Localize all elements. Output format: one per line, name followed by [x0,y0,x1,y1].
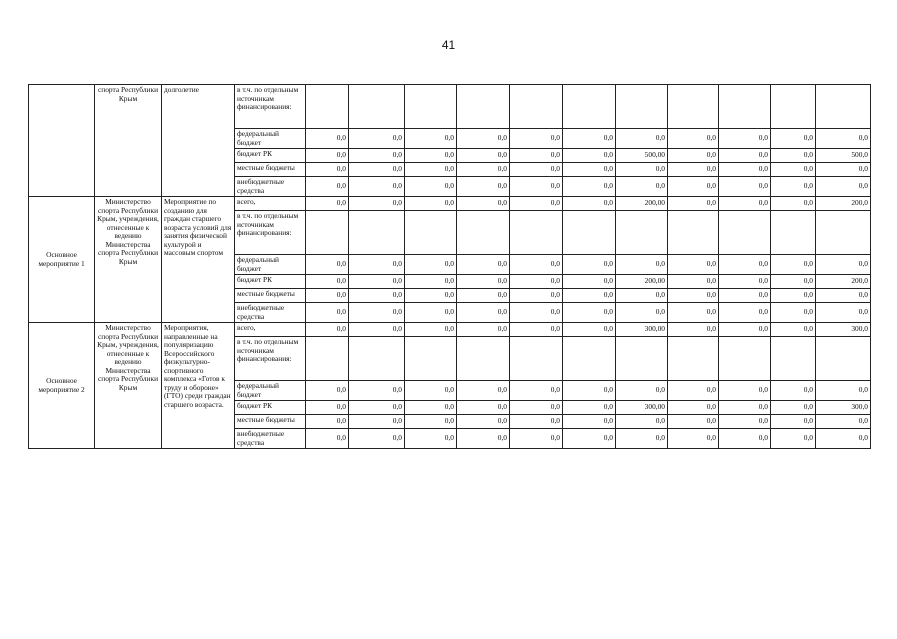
value-cell: 0,0 [457,323,510,337]
executor-cell: Министерство спорта Республики Крым, учреждения, отнесенные к ведению Министерства спорта Республики Крым [95,323,162,449]
value-cell: 0,0 [306,323,349,337]
value-cell: 0,0 [510,415,563,429]
value-cell: 300,0 [816,323,871,337]
value-cell: 0,0 [771,323,816,337]
value-cell: 0,0 [668,129,719,149]
value-cell [306,85,349,129]
value-cell: 0,0 [306,149,349,163]
value-cell: 0,0 [616,177,668,197]
value-cell: 0,0 [719,255,771,275]
value-cell: 0,0 [719,163,771,177]
value-cell: 0,0 [668,177,719,197]
value-cell: 0,0 [771,289,816,303]
value-cell: 0,0 [563,429,616,449]
value-cell [457,85,510,129]
value-cell: 0,0 [306,401,349,415]
funding-source: бюджет РК [235,401,306,415]
value-cell: 0,0 [616,381,668,401]
value-cell: 0,0 [771,255,816,275]
table-row [29,323,871,337]
value-cell: 0,0 [306,429,349,449]
value-cell: 0,0 [563,197,616,211]
value-cell: 0,0 [510,381,563,401]
value-cell: 0,0 [457,275,510,289]
value-cell: 0,0 [771,415,816,429]
value-cell: 0,0 [457,429,510,449]
value-cell: 0,0 [563,323,616,337]
value-cell: 0,0 [457,255,510,275]
value-cell [816,211,871,255]
table-row [29,85,871,129]
value-cell: 0,0 [510,401,563,415]
value-cell [616,337,668,381]
value-cell: 0,0 [306,275,349,289]
value-cell [563,337,616,381]
value-cell: 0,0 [719,289,771,303]
value-cell: 0,0 [563,415,616,429]
value-cell: 500,0 [816,149,871,163]
value-cell: 0,0 [349,381,405,401]
value-cell: 0,0 [457,149,510,163]
value-cell [771,85,816,129]
funding-source: в т.ч. по отдельным источникам финансирования: [235,337,306,381]
value-cell: 0,0 [719,197,771,211]
value-cell [349,337,405,381]
value-cell: 0,0 [306,303,349,323]
value-cell: 0,0 [668,415,719,429]
value-cell: 0,0 [616,289,668,303]
value-cell: 0,0 [457,197,510,211]
value-cell: 0,0 [668,163,719,177]
value-cell: 0,0 [563,275,616,289]
value-cell [306,211,349,255]
value-cell: 300,00 [616,323,668,337]
value-cell: 0,0 [771,177,816,197]
value-cell: 0,0 [306,415,349,429]
value-cell: 300,00 [616,401,668,415]
value-cell [616,211,668,255]
value-cell: 0,0 [719,429,771,449]
value-cell: 0,0 [616,415,668,429]
value-cell: 0,0 [349,129,405,149]
value-cell: 0,0 [405,289,457,303]
value-cell: 0,0 [457,129,510,149]
measure-description: Мероприятия, направленные на популяризацию Всероссийского физкультурно-спортивного комплекса «Готов к труду и обороне» (ГТО) среди граждан старшего возраста. [162,323,235,449]
value-cell: 0,0 [668,323,719,337]
value-cell [668,211,719,255]
value-cell [405,85,457,129]
value-cell [816,85,871,129]
value-cell: 0,0 [563,129,616,149]
value-cell: 0,0 [563,149,616,163]
measure-name: Основное мероприятие 2 [29,323,95,449]
value-cell [510,211,563,255]
funding-source: внебюджетные средства [235,303,306,323]
value-cell: 0,0 [405,401,457,415]
value-cell: 0,0 [668,429,719,449]
funding-source: бюджет РК [235,275,306,289]
value-cell: 0,0 [668,289,719,303]
value-cell: 0,0 [405,381,457,401]
value-cell: 0,0 [306,255,349,275]
value-cell: 0,0 [306,289,349,303]
value-cell: 0,0 [349,275,405,289]
value-cell: 0,0 [816,415,871,429]
value-cell: 0,0 [719,401,771,415]
value-cell: 0,0 [405,415,457,429]
value-cell: 0,0 [719,381,771,401]
value-cell: 0,0 [668,303,719,323]
value-cell: 0,0 [771,401,816,415]
value-cell: 0,0 [668,255,719,275]
measure-name: Основное мероприятие 1 [29,197,95,323]
value-cell: 0,0 [719,323,771,337]
value-cell: 0,0 [510,275,563,289]
value-cell [510,85,563,129]
value-cell: 0,0 [349,289,405,303]
funding-source: всего, [235,197,306,211]
value-cell: 0,0 [306,129,349,149]
value-cell [771,211,816,255]
value-cell: 0,0 [405,255,457,275]
value-cell: 0,0 [405,275,457,289]
value-cell: 0,0 [771,429,816,449]
table-row [29,197,871,211]
value-cell [405,337,457,381]
value-cell: 0,0 [349,255,405,275]
value-cell: 0,0 [405,163,457,177]
value-cell: 0,0 [457,381,510,401]
value-cell: 0,0 [405,303,457,323]
value-cell: 0,0 [405,323,457,337]
value-cell: 200,00 [616,275,668,289]
funding-source: федеральный бюджет [235,255,306,275]
value-cell: 0,0 [405,129,457,149]
value-cell: 0,0 [349,197,405,211]
funding-table-body [29,85,871,449]
value-cell: 0,0 [563,177,616,197]
value-cell: 0,0 [510,177,563,197]
value-cell: 0,0 [771,163,816,177]
value-cell: 0,0 [349,303,405,323]
value-cell: 0,0 [510,289,563,303]
value-cell: 0,0 [457,289,510,303]
value-cell: 0,0 [616,255,668,275]
measure-name [29,85,95,197]
value-cell: 0,0 [816,129,871,149]
value-cell [349,85,405,129]
value-cell: 0,0 [616,303,668,323]
value-cell: 0,0 [457,163,510,177]
value-cell: 0,0 [349,323,405,337]
funding-source: федеральный бюджет [235,129,306,149]
value-cell: 0,0 [616,129,668,149]
value-cell: 0,0 [349,401,405,415]
value-cell: 0,0 [816,289,871,303]
value-cell: 0,0 [771,149,816,163]
value-cell: 0,0 [816,429,871,449]
value-cell: 0,0 [349,429,405,449]
executor-cell: Министерство спорта Республики Крым, учреждения, отнесенные к ведению Министерства спорта Республики Крым [95,197,162,323]
value-cell: 200,00 [616,197,668,211]
value-cell [616,85,668,129]
value-cell [563,85,616,129]
value-cell: 0,0 [349,415,405,429]
value-cell: 0,0 [510,163,563,177]
funding-source: местные бюджеты [235,163,306,177]
value-cell: 0,0 [816,177,871,197]
value-cell: 0,0 [510,149,563,163]
value-cell: 0,0 [563,163,616,177]
value-cell: 0,0 [719,415,771,429]
value-cell: 0,0 [719,275,771,289]
value-cell: 0,0 [668,381,719,401]
value-cell: 0,0 [510,255,563,275]
page-number: 41 [441,38,456,52]
funding-source: в т.ч. по отдельным источникам финансирования: [235,211,306,255]
value-cell: 0,0 [563,401,616,415]
funding-source: внебюджетные средства [235,177,306,197]
value-cell [771,337,816,381]
value-cell: 0,0 [816,381,871,401]
funding-source: местные бюджеты [235,289,306,303]
value-cell: 0,0 [405,429,457,449]
value-cell: 0,0 [771,303,816,323]
value-cell [719,211,771,255]
value-cell [668,85,719,129]
value-cell: 0,0 [510,303,563,323]
value-cell: 0,0 [816,255,871,275]
value-cell: 0,0 [668,197,719,211]
value-cell: 0,0 [457,303,510,323]
value-cell: 0,0 [349,149,405,163]
value-cell: 0,0 [405,177,457,197]
value-cell: 0,0 [616,429,668,449]
executor-cell: спорта Республики Крым [95,85,162,197]
value-cell: 0,0 [306,163,349,177]
value-cell: 0,0 [719,129,771,149]
value-cell: 0,0 [457,401,510,415]
value-cell: 0,0 [510,429,563,449]
value-cell: 0,0 [816,303,871,323]
value-cell: 500,00 [616,149,668,163]
value-cell: 0,0 [563,381,616,401]
value-cell: 0,0 [616,163,668,177]
funding-table [28,84,871,449]
value-cell: 0,0 [719,177,771,197]
value-cell [405,211,457,255]
value-cell: 0,0 [306,177,349,197]
value-cell: 200,0 [816,275,871,289]
value-cell: 0,0 [457,415,510,429]
measure-description: долголетие [162,85,235,197]
value-cell: 0,0 [405,197,457,211]
value-cell: 0,0 [719,149,771,163]
value-cell [668,337,719,381]
value-cell [349,211,405,255]
value-cell: 0,0 [668,401,719,415]
value-cell: 0,0 [405,149,457,163]
value-cell [563,211,616,255]
value-cell: 0,0 [563,289,616,303]
measure-description: Мероприятие по созданию для граждан старшего возраста условий для занятия физической культурой и массовым спортом [162,197,235,323]
value-cell: 0,0 [349,177,405,197]
value-cell: 0,0 [771,275,816,289]
value-cell: 0,0 [668,275,719,289]
value-cell: 0,0 [771,129,816,149]
value-cell [306,337,349,381]
value-cell: 0,0 [306,381,349,401]
value-cell: 0,0 [510,129,563,149]
value-cell: 0,0 [349,163,405,177]
value-cell: 0,0 [306,197,349,211]
funding-source: бюджет РК [235,149,306,163]
value-cell: 0,0 [816,163,871,177]
funding-source: всего, [235,323,306,337]
value-cell: 0,0 [771,381,816,401]
value-cell: 300,0 [816,401,871,415]
funding-source: в т.ч. по отдельным источникам финансирования: [235,85,306,129]
value-cell [719,337,771,381]
value-cell [457,211,510,255]
value-cell [510,337,563,381]
value-cell [457,337,510,381]
funding-source: местные бюджеты [235,415,306,429]
value-cell [816,337,871,381]
value-cell: 0,0 [563,303,616,323]
funding-source: внебюджетные средства [235,429,306,449]
value-cell: 0,0 [771,197,816,211]
funding-source: федеральный бюджет [235,381,306,401]
value-cell: 0,0 [719,303,771,323]
value-cell: 0,0 [563,255,616,275]
value-cell: 0,0 [510,323,563,337]
value-cell [719,85,771,129]
value-cell: 200,0 [816,197,871,211]
value-cell: 0,0 [668,149,719,163]
value-cell: 0,0 [510,197,563,211]
value-cell: 0,0 [457,177,510,197]
